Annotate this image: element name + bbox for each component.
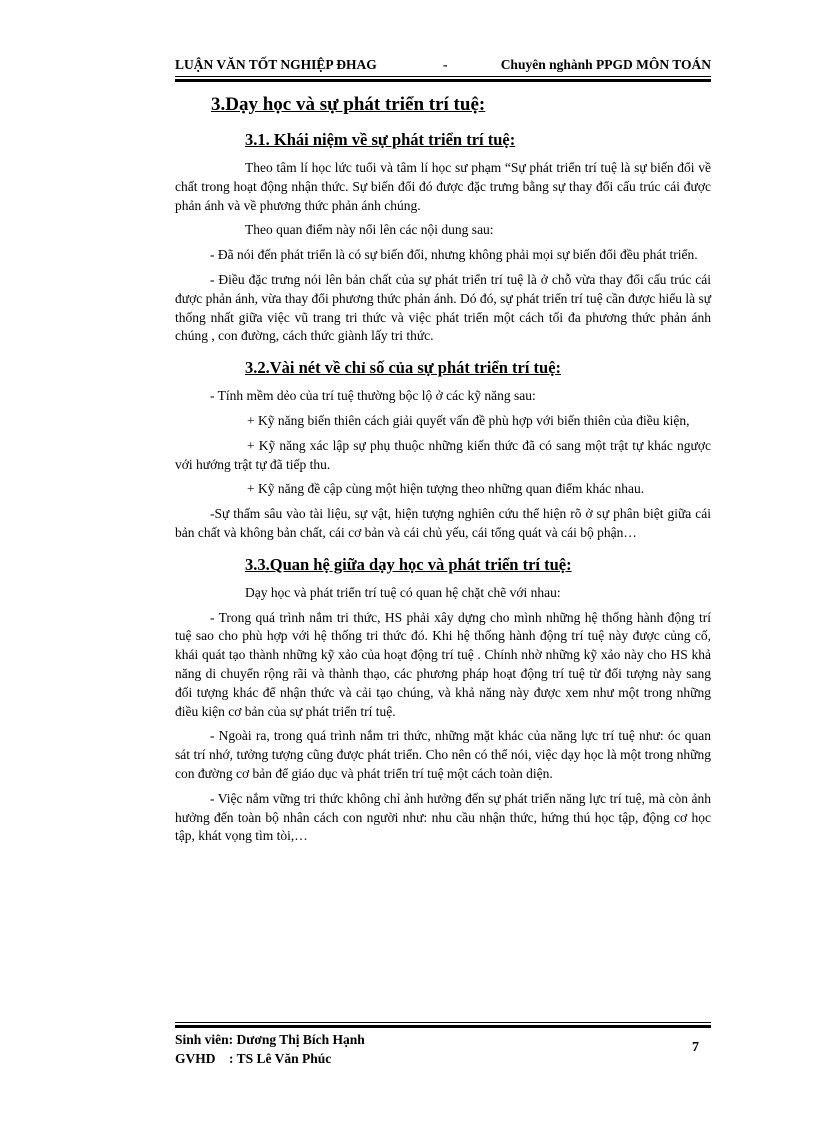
subsection-3-1-title: 3.1. Khái niệm về sự phát triển trí tuệ:	[245, 130, 516, 149]
paragraph: - Ngoài ra, trong quá trình nắm tri thức, những mặt khác của năng lực trí tuệ như: óc quan sát trí nhớ, tưởng tượng cũng được phát triển. Cho nên có thể nói, việc dạy học là một trong những con đường cơ bản để giáo dục và phát triển trí tuệ một cách toàn diện.	[175, 728, 711, 781]
header-separator: -	[443, 57, 448, 72]
header-rule-thin	[175, 76, 711, 77]
paragraph: Dạy học và phát triển trí tuệ có quan hệ chặt chẽ với nhau:	[245, 584, 561, 600]
paragraph: Theo tâm lí học lức tuổi và tâm lí học sư phạm “Sự phát triển trí tuệ là sự biến đổi về chất trong hoạt động nhận thức. Sự biến đổi đó được đặc trưng bằng sự thay đổi cấu trúc cái được phản ánh và về phương thức phản ánh chúng.	[175, 160, 711, 213]
subsection-3-3-title: 3.3.Quan hệ giữa dạy học và phát triển trí tuệ:	[245, 554, 572, 574]
footer-advisor: GVHD : TS Lê Văn Phúc	[175, 1051, 332, 1066]
paragraph: -Sự thấm sâu vào tài liệu, sự vật, hiện tượng nghiên cứu thể hiện rõ ở sự phân biệt giữa cái bản chất và không bản chất, cái cơ bản và cái chủ yếu, cái tổng quát và cái bộ phận…	[175, 506, 711, 540]
header-major: Chuyên nghành PPGD MÔN TOÁN	[500, 57, 711, 72]
page-body	[175, 94, 711, 852]
paragraph: - Điều đặc trưng nói lên bản chất của sự phát triển trí tuệ là ở chỗ vừa thay đổi cấu trúc cái được phản ánh, vừa thay đổi phương thức phản ánh. Dó đó, sự phát triển trí tuệ cần được hiểu là sự thống nhất giữa việc vũ trang tri thức và việc phát triển một cách tối đa phương thức phản ánh chúng , con đường, cách thức giành lấy tri thức.	[175, 271, 712, 344]
list-item: + Kỹ năng đề cập cùng một hiện tượng theo những quan điểm khác nhau.	[247, 481, 645, 497]
page-footer	[175, 1030, 711, 1068]
paragraph: - Tính mềm dẻo của trí tuệ thường bộc lộ ở các kỹ năng sau:	[210, 388, 536, 404]
footer-rule-thick	[175, 1025, 711, 1028]
page-number: 7	[692, 1040, 699, 1055]
header-thesis-title: LUẬN VĂN TỐT NGHIỆP ĐHAG	[175, 57, 377, 72]
paragraph: - Việc nắm vững tri thức không chỉ ảnh hưởng đến sự phát triển năng lực trí tuệ, mà còn ảnh hưởng đến toàn bộ nhân cách con người như: nhu cầu nhận thức, hứng thú học tập, động cơ học tập, khát vọng tìm tòi,…	[175, 790, 711, 844]
header-rule-thick	[175, 79, 711, 82]
footer-student: Sinh viên: Dương Thị Bích Hạnh	[175, 1032, 365, 1047]
subsection-3-2-title: 3.2.Vài nét về chỉ số của sự phát triển trí tuệ:	[245, 358, 562, 378]
footer-rule-thin	[175, 1022, 711, 1023]
paragraph: - Đã nói đến phát triển là có sự biến đổi, nhưng không phải mọi sự biến đổi đều phát triển.	[210, 247, 698, 263]
paragraph: - Trong quá trình nắm tri thức, HS phải xây dựng cho mình những hệ thống hành động trí tuệ sao cho phù hợp với hệ thống tri thức đó. Khi hệ thống hành động trí tuệ này được củng cố, khái quát tạo thành những kỹ xảo của hoạt động trí tuệ . Chính nhờ những kỹ xảo này cho HS khả năng di chuyển rộng rãi và thành thạo, các phương pháp hoạt động trí tuệ từ đối tượng này sang đối tượng khác để nhận thức và cải tạo chúng, và khả năng này được xem như một trong những điều kiện cơ bản của sự phát triển trí tuệ.	[175, 609, 711, 719]
page-header	[175, 57, 711, 75]
section-title: 3.Dạy học và sự phát triển trí tuệ:	[211, 94, 486, 115]
list-item: + Kỹ năng xác lập sự phụ thuộc những kiến thức đã có sang một trật tự khác ngược với hướng trật tự đã tiếp thu.	[175, 437, 711, 472]
paragraph: Theo quan điểm này nổi lên các nội dung sau:	[245, 222, 494, 238]
list-item: + Kỹ năng biến thiên cách giải quyết vấn đề phù hợp với biến thiên của điều kiện,	[247, 412, 690, 428]
